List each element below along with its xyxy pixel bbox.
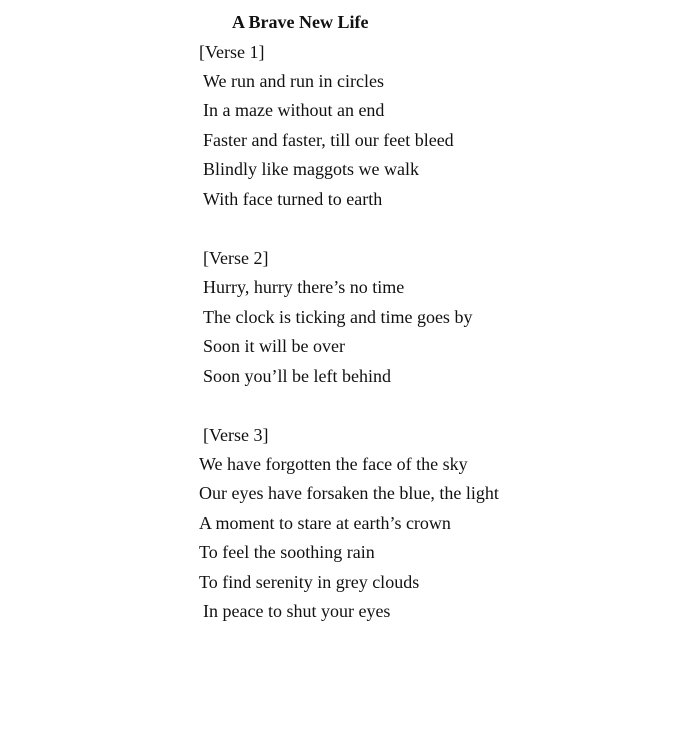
verse-2-line-1: Hurry, hurry there’s no time <box>203 277 405 297</box>
verse-3-line-6: In peace to shut your eyes <box>203 601 391 621</box>
poem-title: A Brave New Life <box>232 12 369 32</box>
verse-1-line-4: Blindly like maggots we walk <box>203 159 419 179</box>
verse-3-line-2: Our eyes have forsaken the blue, the light <box>199 483 499 503</box>
verse-1-line-3: Faster and faster, till our feet bleed <box>203 130 454 150</box>
verse-2-line-3: Soon it will be over <box>203 336 345 356</box>
verse-3-heading: [Verse 3] <box>203 425 269 445</box>
verse-2-line-2: The clock is ticking and time goes by <box>203 307 473 327</box>
verse-1-line-5: With face turned to earth <box>203 189 383 209</box>
verse-1-line-1: We run and run in circles <box>203 71 384 91</box>
verse-3-line-3: A moment to stare at earth’s crown <box>199 513 451 533</box>
verse-3-line-4: To feel the soothing rain <box>199 542 375 562</box>
verse-1-line-2: In a maze without an end <box>203 100 385 120</box>
verse-1-heading: [Verse 1] <box>199 42 265 62</box>
verse-2-line-4: Soon you’ll be left behind <box>203 366 391 386</box>
verse-3-line-1: We have forgotten the face of the sky <box>199 454 468 474</box>
verse-2-heading: [Verse 2] <box>203 248 269 268</box>
verse-3-line-5: To find serenity in grey clouds <box>199 572 420 592</box>
